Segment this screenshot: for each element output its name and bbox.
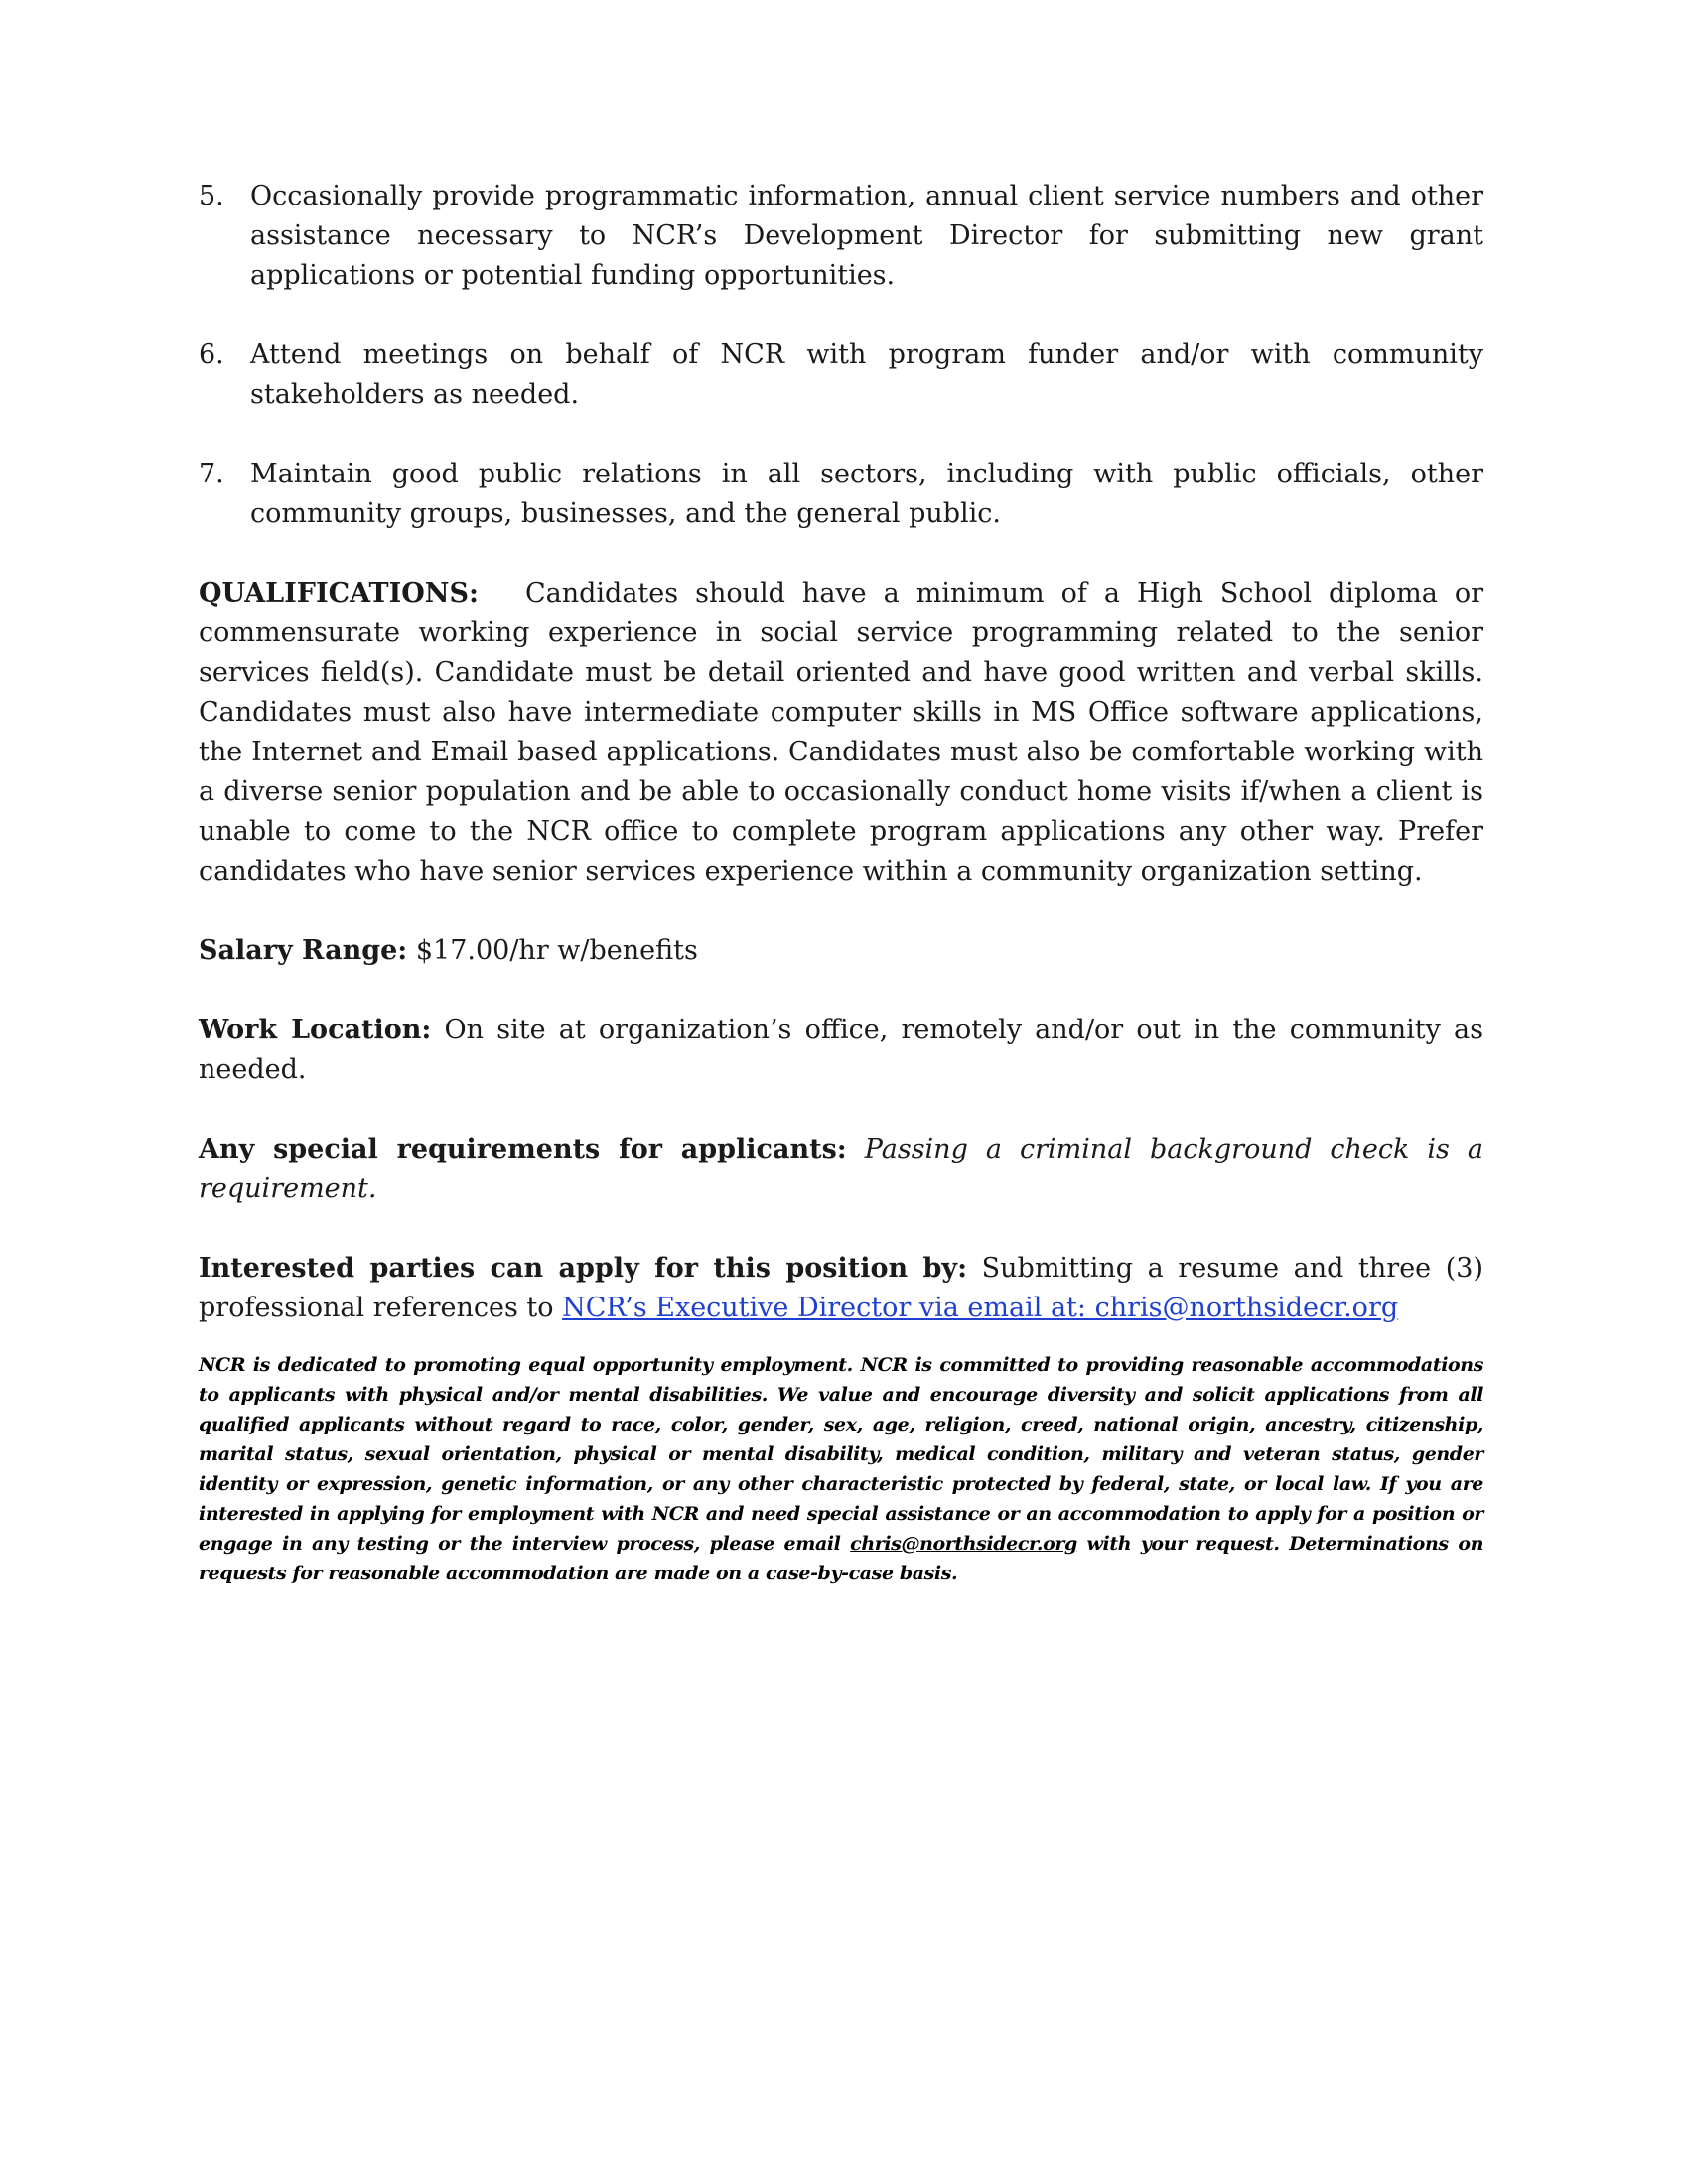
list-number: 5.: [199, 181, 224, 211]
requirements-paragraph: [199, 1130, 1483, 1209]
apply-email-link[interactable]: NCR’s Executive Director via email at: chris@northsidecr.org: [562, 1293, 1399, 1323]
qualifications-label: QUALIFICATIONS:: [199, 578, 479, 609]
list-number: 7.: [199, 459, 224, 489]
disclaimer-text-after: with your request. Determinations on requests for reasonable accommodation are made on a case-by-case basis.: [199, 1533, 1484, 1584]
qualifications-text: Candidates should have a minimum of a High School diploma or commensurate working experience in social service programming related to the senior services field(s). Candidate must be detail oriented and have good written and verbal skills. Candidates must also have intermediate computer skills in MS Office software applications, the Internet and Email based applications. Candidates must also be comfortable working with a diverse senior population and be able to occasionally conduct home visits if/when a client is unable to come to the NCR office to complete program applications any other way. Prefer candidates who have senior services experience within a community organization setting.: [199, 578, 1483, 887]
disclaimer-email-link[interactable]: chris@northsidecr.org: [850, 1533, 1077, 1555]
list-text: Maintain good public relations in all sectors, including with public officials, other community groups, businesses, and the general public.: [250, 459, 1483, 529]
list-text: Occasionally provide programmatic information, annual client service numbers and other assistance necessary to NCR’s Development Director for submitting new grant applications or potential funding opportunities.: [250, 181, 1483, 291]
salary-value: $17.00/hr w/benefits: [415, 935, 698, 966]
salary-label: Salary Range:: [199, 935, 408, 966]
location-value: On site at organization’s office, remotely and/or out in the community as needed.: [199, 1015, 1483, 1085]
list-item: [199, 177, 1483, 296]
salary-paragraph: [199, 931, 1483, 971]
location-paragraph: [199, 1011, 1483, 1090]
list-item: [199, 336, 1483, 415]
document-page: [199, 177, 1483, 1607]
eeo-disclaimer: [199, 1350, 1483, 1588]
qualifications-paragraph: [199, 574, 1483, 891]
disclaimer-text-before: NCR is dedicated to promoting equal opportunity employment. NCR is committed to providing reasonable accommodations to applicants with physical and/or mental disabilities. We value and encourage diversity and solicit applications from all qualified applicants without regard to race, color, gender, sex, age, religion, creed, national origin, ancestry, citizenship, marital status, sexual orientation, physical or mental disability, medical condition, military and veteran status, gender identity or expression, genetic information, or any other characteristic protected by federal, state, or local law. If you are interested in applying for employment with NCR and need special assistance or an accommodation to apply for a position or engage in any testing or the interview process, please email: [199, 1354, 1483, 1555]
apply-text: Submitting a resume and three (3) professional references to: [199, 1253, 1483, 1323]
requirements-value: Passing a criminal background check is a requirement.: [199, 1134, 1483, 1204]
list-item: [199, 455, 1483, 534]
list-text: Attend meetings on behalf of NCR with program funder and/or with community stakeholders as needed.: [250, 340, 1483, 410]
apply-paragraph: [199, 1249, 1483, 1328]
apply-label: Interested parties can apply for this position by:: [199, 1253, 968, 1284]
duties-list: [199, 177, 1483, 534]
location-label: Work Location:: [199, 1015, 432, 1045]
requirements-label: Any special requirements for applicants:: [199, 1134, 847, 1164]
list-number: 6.: [199, 340, 224, 370]
